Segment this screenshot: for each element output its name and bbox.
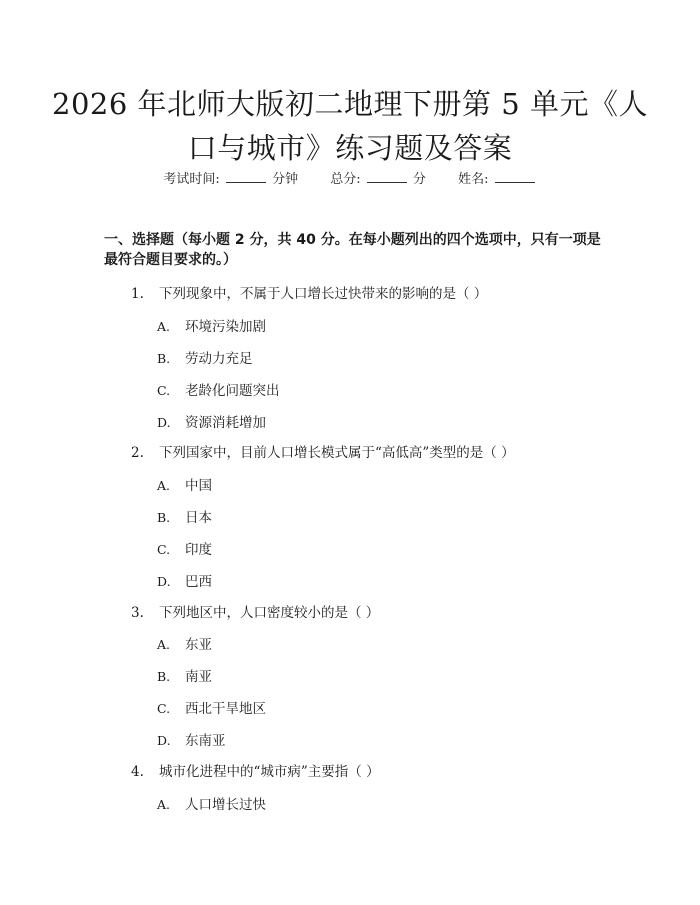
question-number: 4.	[131, 764, 144, 780]
question-text: 下列地区中，人口密度较小的是（ ）	[159, 605, 380, 621]
option-text: 印度	[185, 542, 212, 558]
question	[131, 760, 380, 780]
option-text: 人口增长过快	[185, 797, 266, 813]
option	[157, 697, 266, 717]
option-text: 东南亚	[185, 733, 226, 749]
question-number: 1.	[131, 286, 144, 302]
option	[157, 729, 226, 749]
exam-name-label: 姓名:	[458, 172, 489, 187]
question-number: 2.	[131, 445, 144, 461]
option-text: 中国	[185, 478, 212, 494]
option-text: 环境污染加剧	[185, 319, 266, 335]
exam-score-label: 总分:	[330, 172, 361, 187]
option	[157, 379, 280, 399]
option-letter: B.	[157, 351, 171, 366]
exam-time-label: 考试时间:	[163, 172, 220, 187]
option	[157, 570, 212, 590]
exam-time-unit: 分钟	[272, 172, 299, 187]
question-number: 3.	[131, 605, 144, 621]
option	[157, 315, 266, 335]
question	[131, 282, 487, 302]
question	[131, 601, 379, 621]
option	[157, 506, 212, 526]
exam-score	[330, 168, 426, 187]
exam-time	[163, 168, 298, 187]
option-letter: B.	[157, 669, 171, 684]
option-letter: C.	[157, 542, 171, 557]
option-letter: A.	[157, 797, 171, 812]
exam-score-blank	[367, 170, 407, 183]
exam-name	[458, 168, 537, 187]
title-line-1: 2026 年北师大版初二地理下册第 5 单元《人	[52, 87, 648, 121]
exam-meta	[0, 168, 700, 187]
title-line-2: 口与城市》练习题及答案	[187, 131, 513, 165]
option-text: 巴西	[185, 574, 212, 590]
option	[157, 474, 212, 494]
question-text: 城市化进程中的“城市病”主要指（ ）	[159, 764, 380, 780]
option-text: 东亚	[185, 637, 212, 653]
option-letter: C.	[157, 701, 171, 716]
option-text: 西北干旱地区	[185, 701, 266, 717]
option-text: 劳动力充足	[185, 351, 253, 367]
option-letter: A.	[157, 319, 171, 334]
option	[157, 665, 212, 685]
option	[157, 411, 266, 431]
question	[131, 441, 515, 461]
section-heading: 一、选择题（每小题 2 分，共 40 分。在每小题列出的四个选项中，只有一项是最符合题目要求的。）	[104, 232, 601, 268]
option	[157, 793, 266, 813]
option-letter: D.	[157, 733, 171, 748]
exam-score-unit: 分	[412, 172, 426, 187]
exam-time-blank	[226, 170, 266, 183]
option	[157, 633, 212, 653]
option-letter: B.	[157, 510, 171, 525]
document-title	[0, 82, 700, 170]
question-text: 下列现象中，不属于人口增长过快带来的影响的是（ ）	[159, 286, 488, 302]
option	[157, 347, 253, 367]
option	[157, 538, 212, 558]
option-letter: C.	[157, 383, 171, 398]
exam-name-blank	[495, 170, 535, 183]
option-text: 资源消耗增加	[185, 415, 266, 431]
option-text: 日本	[185, 510, 212, 526]
option-letter: D.	[157, 415, 171, 430]
option-letter: A.	[157, 478, 171, 493]
option-text: 南亚	[185, 669, 212, 685]
question-text: 下列国家中，目前人口增长模式属于“高低高”类型的是（ ）	[159, 445, 515, 461]
option-text: 老龄化问题突出	[185, 383, 280, 399]
option-letter: A.	[157, 637, 171, 652]
option-letter: D.	[157, 574, 171, 589]
